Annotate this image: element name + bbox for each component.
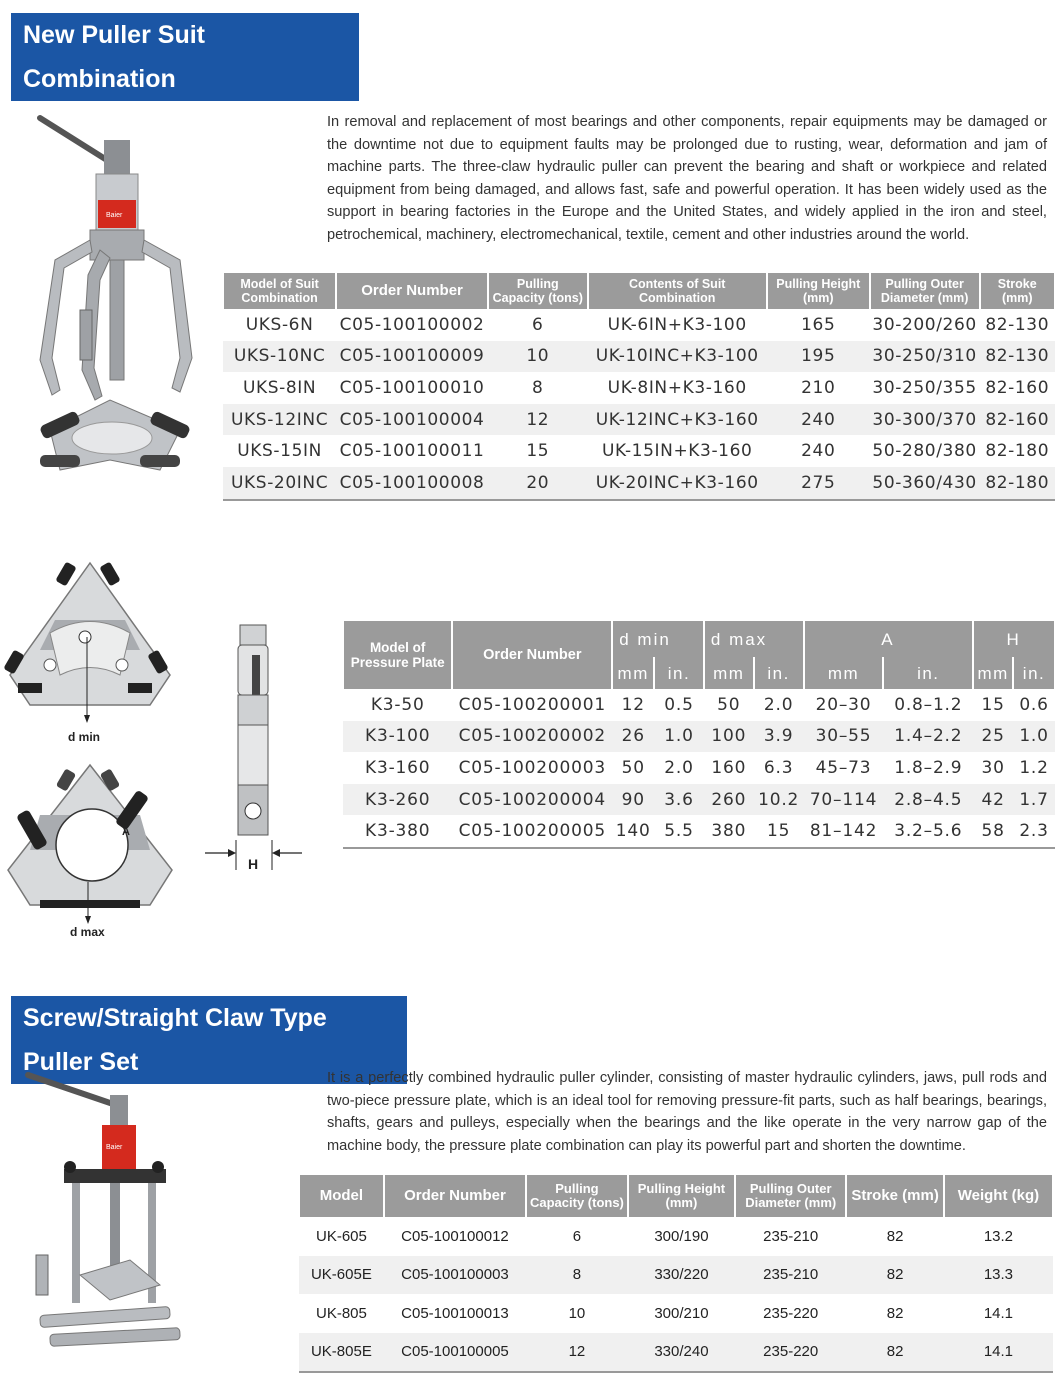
- table-cell: 160: [711, 757, 747, 778]
- table-cell: 90: [612, 784, 654, 816]
- table-cell: 300/190: [654, 1227, 709, 1245]
- unit-mm: mm: [804, 657, 884, 689]
- table-cell: C05-100100009: [336, 341, 488, 373]
- unit-in: in.: [883, 657, 973, 689]
- table-cell: 15: [526, 441, 550, 462]
- label-d-min: d min: [68, 730, 100, 744]
- col-header-pulling-capacity: Pulling Capacity (tons): [526, 1175, 628, 1217]
- table-cell: 82-180: [980, 467, 1056, 500]
- table-cell: C05-100200002: [452, 721, 612, 753]
- col-header-model-plate: Model of Pressure Plate: [343, 621, 452, 689]
- table-cell: 30: [981, 757, 1005, 778]
- col-header-pulling-height: Pulling Height (mm): [628, 1175, 735, 1217]
- table-cell: K3-160: [365, 757, 431, 778]
- table-row: [343, 689, 1055, 721]
- table-cell: 1.0: [1013, 721, 1055, 753]
- table-cell: 210: [801, 377, 836, 398]
- section3-description: It is a perfectly combined hydraulic puller cylinder, consisting of master hydraulic cylinders, jaws, pull rods and two-piece pressure plate, which is an ideal tool for removing pressure-fit parts, such as half bearings, bearings, shafts, gears and pulleys, especially when the bearings and the like operate in the very narrow gap of the machine body, the pressure plate combination can play its powerful part and shorten the downtime.: [327, 1070, 1047, 1154]
- table-row: [343, 784, 1055, 816]
- col-header-model: Model: [299, 1175, 384, 1217]
- table-cell: UKS-20INC: [223, 467, 336, 500]
- pressure-plate-diagram-dmax: [0, 760, 180, 930]
- table-cell: 30-300/370: [870, 404, 980, 436]
- table-cell: 2.0: [763, 694, 794, 715]
- table-cell: UK-805E: [299, 1333, 384, 1373]
- table-cell: C05-100100005: [384, 1333, 526, 1373]
- table-cell: 82-130: [980, 341, 1056, 373]
- pressure-plate-diagram-dmin: [0, 555, 180, 745]
- section-title-screw-claw: Screw/Straight Claw Type Puller Set: [11, 996, 407, 1084]
- table-cell: 10.2: [754, 784, 804, 816]
- brand-label: Baier: [106, 1144, 123, 1151]
- col-header-a: A: [804, 621, 974, 657]
- table-cell: K3-100: [343, 721, 452, 753]
- table-cell: 14.1: [944, 1333, 1053, 1373]
- label-d-max: d max: [70, 925, 105, 939]
- col-header-outer-diameter: Pulling Outer Diameter (mm): [735, 1175, 846, 1217]
- table-row: [223, 341, 1055, 373]
- table-cell: 82: [846, 1333, 944, 1373]
- col-header-stroke: Stroke (mm): [980, 273, 1056, 309]
- table-cell: C05-100100004: [336, 404, 488, 436]
- table-row: [343, 721, 1055, 753]
- table-cell: 330/240: [628, 1333, 735, 1373]
- table-cell: 82: [846, 1256, 944, 1295]
- table-cell: 330/220: [628, 1256, 735, 1295]
- table-cell: C05-100200003: [458, 757, 606, 778]
- table-cell: 12: [526, 1333, 628, 1373]
- table-cell: K3-260: [343, 784, 452, 816]
- table-cell: 1.2: [1019, 757, 1049, 778]
- table-cell: UKS-12INC: [223, 404, 336, 436]
- table-header-row-group: [343, 621, 1055, 657]
- col-header-pulling-height: Pulling Height (mm): [767, 273, 870, 309]
- unit-mm: mm: [704, 657, 754, 689]
- table-row: [299, 1333, 1053, 1373]
- table-cell: 2.3: [1013, 815, 1055, 848]
- table-cell: 1.8–2.9: [894, 757, 963, 778]
- table-cell: 140: [612, 815, 654, 848]
- unit-in: in.: [1013, 657, 1055, 689]
- col-header-dmin: d min: [612, 621, 704, 657]
- col-header-outer-diameter: Pulling Outer Diameter (mm): [870, 273, 980, 309]
- table-cell: 100: [704, 721, 754, 753]
- table-cell: 58: [973, 815, 1013, 848]
- table-cell: UKS-8IN: [242, 377, 317, 398]
- label-A: A: [122, 826, 130, 838]
- table-cell: 50-360/430: [870, 467, 980, 500]
- table-cell: 30–55: [804, 721, 884, 753]
- table-cell: UK-805: [315, 1304, 367, 1322]
- screw-claw-table: [298, 1175, 1054, 1373]
- table-cell: 50: [717, 694, 741, 715]
- table-cell: 12: [488, 404, 588, 436]
- table-cell: C05-100200005: [452, 815, 612, 848]
- table-cell: 8: [526, 1256, 628, 1295]
- suit-combination-table: [222, 273, 1056, 501]
- table-cell: 70–114: [804, 784, 884, 816]
- table-cell: 235-220: [735, 1333, 846, 1373]
- table-cell: UK-6IN+K3-100: [607, 314, 747, 335]
- table-row: [343, 752, 1055, 784]
- col-header-order-number: Order Number: [384, 1175, 526, 1217]
- table-row: [223, 309, 1055, 341]
- table-cell: UK-605E: [299, 1256, 384, 1295]
- table-cell: 165: [801, 314, 836, 335]
- section-title-puller-suit: New Puller Suit Combination: [11, 13, 359, 101]
- table-cell: 30-250/355: [872, 377, 977, 398]
- table-header-row: [299, 1175, 1053, 1217]
- table-cell: 0.6: [1019, 694, 1049, 715]
- table-header-row: [223, 273, 1055, 309]
- table-cell: 0.5: [664, 694, 694, 715]
- table-row: [299, 1256, 1053, 1295]
- unit-in: in.: [754, 657, 804, 689]
- table-cell: K3-380: [343, 815, 452, 848]
- table-cell: 3.9: [754, 721, 804, 753]
- table-cell: 300/210: [654, 1304, 709, 1322]
- table-cell: 82: [886, 1304, 904, 1322]
- table-cell: UK-20INC+K3-160: [588, 467, 767, 500]
- table-cell: 25: [973, 721, 1013, 753]
- table-cell: 20–30: [815, 694, 872, 715]
- col-header-weight: Weight (kg): [944, 1175, 1053, 1217]
- table-cell: 42: [973, 784, 1013, 816]
- table-cell: 0.8–1.2: [894, 694, 963, 715]
- table-cell: 6: [572, 1227, 582, 1245]
- table-cell: UK-12INC+K3-160: [588, 404, 767, 436]
- table-cell: 1.0: [654, 721, 704, 753]
- table-cell: K3-50: [370, 694, 425, 715]
- table-cell: 235-220: [763, 1304, 819, 1322]
- unit-mm: mm: [612, 657, 654, 689]
- table-row: [299, 1294, 1053, 1333]
- table-cell: 30-200/260: [872, 314, 977, 335]
- pressure-plate-side-diagram: [200, 615, 310, 875]
- screw-claw-puller-image: [20, 1065, 200, 1355]
- table-cell: C05-100100013: [401, 1304, 509, 1322]
- table-cell: 380: [704, 815, 754, 848]
- table-row: [343, 815, 1055, 848]
- three-claw-puller-image: [0, 100, 220, 500]
- unit-in: in.: [654, 657, 704, 689]
- col-header-order-number: Order Number: [336, 273, 488, 309]
- table-cell: 50-280/380: [872, 441, 977, 462]
- table-cell: 82-160: [985, 377, 1050, 398]
- table-cell: 81–142: [804, 815, 884, 848]
- table-cell: 3.2–5.6: [883, 815, 973, 848]
- table-cell: 1.7: [1013, 784, 1055, 816]
- table-cell: 13.2: [983, 1227, 1014, 1245]
- section1-description: In removal and replacement of most bearings and other components, repair equipments may be damaged or the downtime not due to equipment faults may be prolonged due to rusting, wear, deformation and jam of machine parts. The three-claw hydraulic puller can prevent the bearing and shaft or workpiece and related equipment from being damaged, and allows fast, safe and powerful operation. It has been widely used as the support in bearing factories in the Europe and the United States, and widely applied in the iron and steel, petrochemical, machinery, electromechanical, textile, cement and other industries around the world.: [327, 114, 1047, 243]
- table-cell: 20: [488, 467, 588, 500]
- table-cell: C05-100100003: [384, 1256, 526, 1295]
- table-cell: C05-100100002: [339, 314, 485, 335]
- table-cell: 13.3: [944, 1256, 1053, 1295]
- col-header-pulling-capacity: Pulling Capacity (tons): [488, 273, 588, 309]
- col-header-order-number: Order Number: [452, 621, 612, 689]
- table-cell: 82-160: [980, 404, 1056, 436]
- table-cell: 8: [532, 377, 544, 398]
- col-header-model: Model of Suit Combination: [223, 273, 336, 309]
- table-cell: 275: [767, 467, 870, 500]
- table-row: [299, 1217, 1053, 1256]
- table-cell: 2.0: [664, 757, 694, 778]
- table-cell: 50: [621, 757, 645, 778]
- table-cell: UKS-10NC: [223, 341, 336, 373]
- table-row: [223, 435, 1055, 467]
- table-cell: C05-100100010: [339, 377, 485, 398]
- table-cell: 260: [704, 784, 754, 816]
- table-cell: 195: [767, 341, 870, 373]
- table-cell: UKS-15IN: [237, 441, 322, 462]
- table-cell: 3.6: [654, 784, 704, 816]
- table-cell: 240: [767, 404, 870, 436]
- table-cell: 14.1: [983, 1304, 1014, 1322]
- table-cell: UK-8IN+K3-160: [607, 377, 747, 398]
- table-cell: 6: [532, 314, 544, 335]
- table-cell: UK-605: [315, 1227, 367, 1245]
- col-header-stroke: Stroke (mm): [846, 1175, 944, 1217]
- table-cell: 45–73: [815, 757, 872, 778]
- table-cell: UK-15IN+K3-160: [601, 441, 753, 462]
- col-header-contents: Contents of Suit Combination: [588, 273, 767, 309]
- table-cell: 82: [886, 1227, 904, 1245]
- table-cell: C05-100100008: [336, 467, 488, 500]
- table-cell: 26: [612, 721, 654, 753]
- table-cell: 82-180: [985, 441, 1050, 462]
- table-cell: 10: [568, 1304, 586, 1322]
- table-cell: C05-100200004: [452, 784, 612, 816]
- table-cell: 15: [981, 694, 1005, 715]
- brand-label: Baier: [106, 212, 123, 219]
- table-cell: C05-100100012: [401, 1227, 509, 1245]
- table-cell: C05-100200001: [458, 694, 606, 715]
- pressure-plate-table: [342, 621, 1056, 849]
- table-row: [223, 404, 1055, 436]
- col-header-h: H: [973, 621, 1055, 657]
- table-cell: 10: [488, 341, 588, 373]
- table-cell: 15: [754, 815, 804, 848]
- table-row: [223, 372, 1055, 404]
- table-cell: 6.3: [763, 757, 794, 778]
- col-header-dmax: d max: [704, 621, 804, 657]
- table-cell: C05-100100011: [339, 441, 485, 462]
- table-cell: 30-250/310: [870, 341, 980, 373]
- table-cell: UK-10INC+K3-100: [588, 341, 767, 373]
- table-cell: 2.8–4.5: [883, 784, 973, 816]
- table-cell: 235-210: [763, 1227, 819, 1245]
- table-cell: 12: [621, 694, 645, 715]
- table-cell: 5.5: [654, 815, 704, 848]
- table-cell: 82-130: [985, 314, 1050, 335]
- table-cell: 1.4–2.2: [883, 721, 973, 753]
- table-cell: 240: [801, 441, 836, 462]
- unit-mm: mm: [973, 657, 1013, 689]
- table-cell: 235-210: [735, 1256, 846, 1295]
- table-cell: UKS-6N: [245, 314, 314, 335]
- label-H: H: [248, 856, 259, 872]
- table-row: [223, 467, 1055, 500]
